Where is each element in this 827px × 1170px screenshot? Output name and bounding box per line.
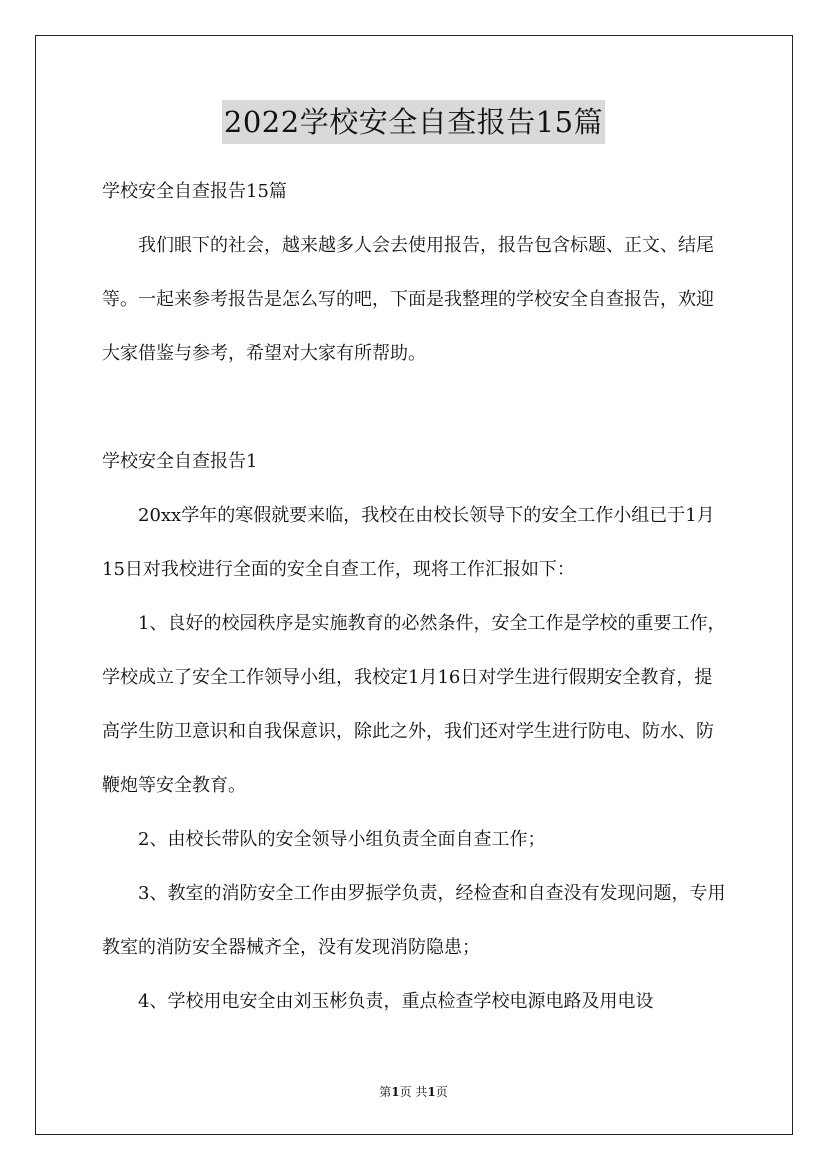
title-container bbox=[0, 100, 827, 144]
document-title: 2022学校安全自查报告15篇 bbox=[222, 100, 605, 144]
page-label-middle: 页 共 bbox=[399, 1085, 428, 1099]
body-paragraph: 3、教室的消防安全工作由罗振学负责，经检查和自查没有发现问题，专用教室的消防安全器械齐全，没有发现消防隐患； bbox=[102, 883, 726, 958]
paragraph-gap bbox=[102, 381, 726, 435]
document-subtitle: 学校安全自查报告15篇 bbox=[102, 181, 287, 202]
document-body bbox=[102, 165, 726, 1029]
body-paragraph: 2、由校长带队的安全领导小组负责全面自查工作； bbox=[138, 829, 546, 850]
body-paragraph: 4、学校用电安全由刘玉彬负责，重点检查学校电源电路及用电设 bbox=[138, 991, 654, 1012]
body-paragraph: 1、良好的校园秩序是实施教育的必然条件，安全工作是学校的重要工作，学校成立了安全工作领导小组，我校定1月16日对学生进行假期安全教育，提高学生防卫意识和自我保意识，除此之外，我们还对学生进行防电、防水、防鞭炮等安全教育。 bbox=[102, 613, 726, 796]
page-label-suffix: 页 bbox=[435, 1085, 448, 1099]
intro-paragraph: 我们眼下的社会，越来越多人会去使用报告，报告包含标题、正文、结尾等。一起来参考报告是怎么写的吧，下面是我整理的学校安全自查报告，欢迎大家借鉴与参考，希望对大家有所帮助。 bbox=[102, 235, 714, 364]
page-label-prefix: 第 bbox=[379, 1085, 392, 1099]
current-page-number: 1 bbox=[391, 1085, 400, 1099]
total-pages-number: 1 bbox=[427, 1085, 436, 1099]
section-heading: 学校安全自查报告1 bbox=[102, 451, 258, 472]
page-footer bbox=[0, 1082, 827, 1102]
body-paragraph: 20xx学年的寒假就要来临，我校在由校长领导下的安全工作小组已于1月15日对我校进行全面的安全自查工作，现将工作汇报如下： bbox=[102, 505, 715, 580]
